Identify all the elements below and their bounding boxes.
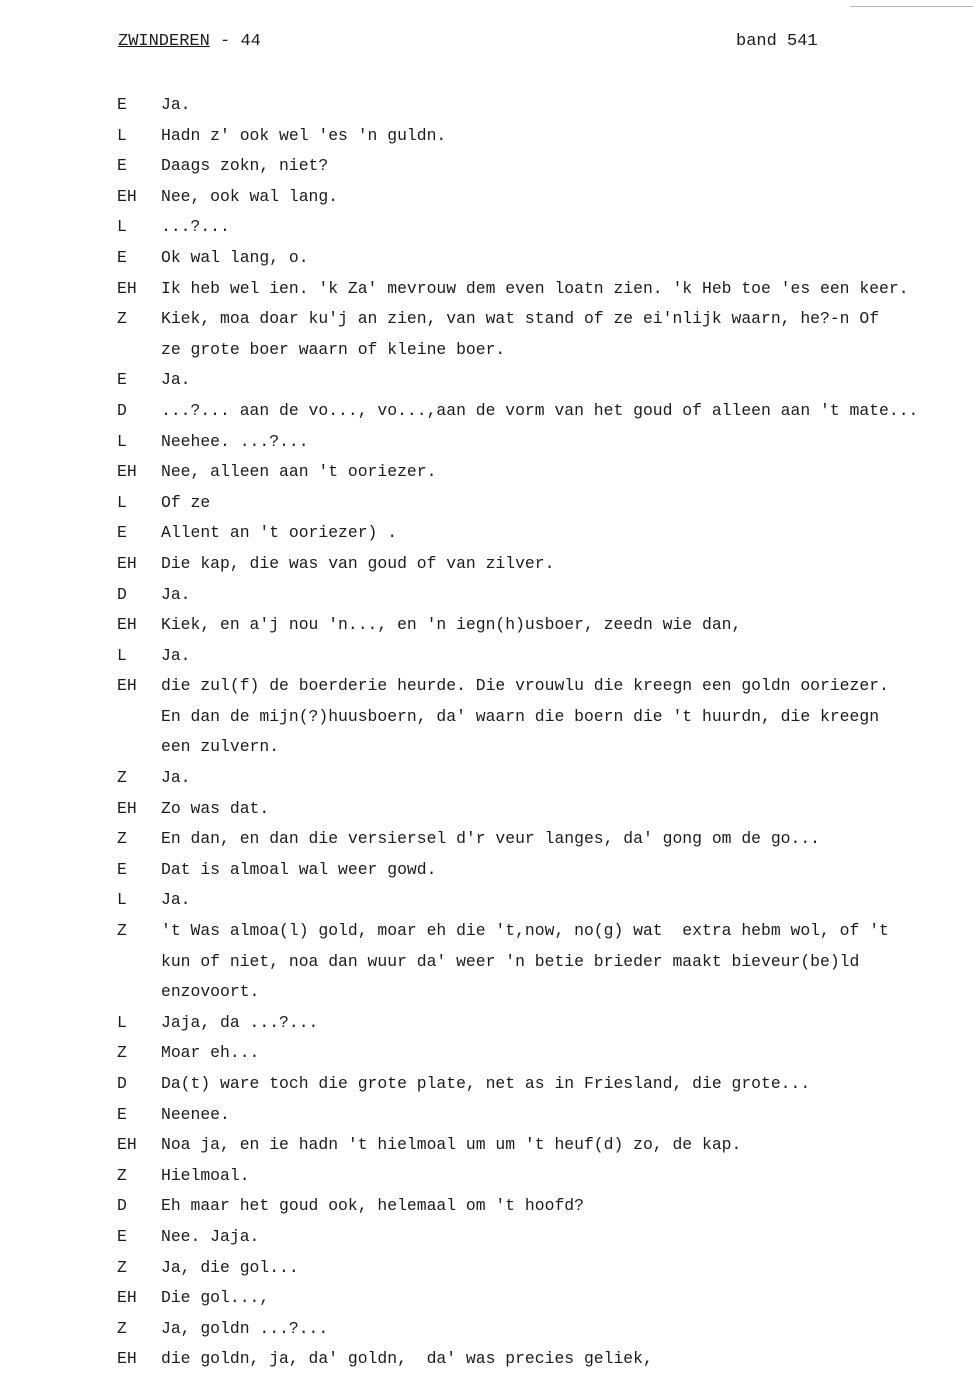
utterance-continuation-row	[0, 734, 973, 765]
utterance-text: Moar eh...	[161, 1043, 260, 1063]
speaker-label: E	[117, 247, 127, 267]
utterance-text: enzovoort.	[161, 982, 260, 1002]
speaker-label: E	[117, 1104, 127, 1124]
utterance-row	[0, 1255, 973, 1286]
utterance-row	[0, 1102, 973, 1133]
transcript	[0, 92, 973, 1377]
utterance-row	[0, 184, 973, 215]
speaker-label: EH	[117, 615, 137, 635]
utterance-text: Noa ja, en ie hadn 't hielmoal um um 't heuf(d) zo, de kap.	[161, 1135, 742, 1155]
utterance-text: ...?... aan de vo..., vo...,aan de vorm van het goud of alleen aan 't mate...	[161, 400, 919, 420]
utterance-row	[0, 367, 973, 398]
utterance-text: Ok wal lang, o.	[161, 247, 309, 267]
utterance-text: ze grote boer waarn of kleine boer.	[161, 339, 506, 359]
speaker-label: E	[117, 523, 127, 543]
utterance-text: Nee, alleen aan 't ooriezer.	[161, 462, 437, 482]
utterance-text: Daags zokn, niet?	[161, 156, 329, 176]
speaker-label: EH	[117, 1349, 137, 1369]
utterance-row	[0, 796, 973, 827]
utterance-row	[0, 857, 973, 888]
speaker-label: E	[117, 156, 127, 176]
utterance-text: Die gol...,	[161, 1288, 270, 1308]
utterance-text: Ja.	[161, 370, 191, 390]
utterance-text: Zo was dat.	[161, 798, 270, 818]
speaker-label: L	[117, 431, 127, 451]
utterance-text: die zul(f) de boerderie heurde. Die vrouwlu die kreegn een goldn ooriezer.	[161, 676, 889, 696]
utterance-row	[0, 92, 973, 123]
speaker-label: Z	[117, 1257, 127, 1277]
utterance-text: Ik heb wel ien. 'k Za' mevrouw dem even loatn zien. 'k Heb toe 'es een keer.	[161, 278, 909, 298]
speaker-label: D	[117, 1196, 127, 1216]
speaker-label: EH	[117, 462, 137, 482]
speaker-label: E	[117, 1226, 127, 1246]
speaker-label: D	[117, 1074, 127, 1093]
speaker-label: EH	[117, 186, 137, 206]
utterance-text: Ja.	[161, 584, 191, 604]
utterance-text: Da(t) ware toch die grote plate, net as in Friesland, die grote...	[161, 1074, 811, 1093]
speaker-label: L	[117, 1012, 127, 1032]
utterance-row	[0, 1316, 973, 1347]
speaker-label: L	[117, 125, 127, 145]
utterance-text: Nee, ook wal lang.	[161, 186, 339, 206]
utterance-row	[0, 153, 973, 184]
utterance-text: En dan de mijn(?)huusboern, da' waarn die boern die 't huurdn, die kreegn	[161, 706, 880, 726]
utterance-text: Ja, goldn ...?...	[161, 1318, 329, 1338]
utterance-row	[0, 582, 973, 613]
utterance-row	[0, 276, 973, 307]
utterance-row	[0, 1132, 973, 1163]
utterance-text: Hielmoal.	[161, 1165, 250, 1185]
speaker-label: D	[117, 400, 127, 420]
utterance-row	[0, 123, 973, 154]
speaker-label: L	[117, 492, 127, 512]
band-number: band 541	[736, 32, 818, 51]
utterance-row	[0, 306, 973, 337]
speaker-label: Z	[117, 1318, 127, 1338]
speaker-label: EH	[117, 1288, 137, 1308]
page-header	[118, 32, 858, 58]
speaker-label: EH	[117, 278, 137, 298]
utterance-row	[0, 1193, 973, 1224]
utterance-text: Eh maar het goud ook, helemaal om 't hoofd?	[161, 1196, 584, 1216]
header-left	[118, 32, 261, 51]
speaker-label: Z	[117, 1043, 127, 1063]
speaker-label: L	[117, 890, 127, 910]
utterance-row	[0, 1040, 973, 1071]
utterance-text: Kiek, moa doar ku'j an zien, van wat stand of ze ei'nlijk waarn, he?-n Of	[161, 309, 880, 329]
utterance-row	[0, 245, 973, 276]
speaker-label: Z	[117, 921, 127, 941]
speaker-label: EH	[117, 1135, 137, 1155]
utterance-text: Neehee. ...?...	[161, 431, 309, 451]
utterance-text: Jaja, da ...?...	[161, 1012, 319, 1032]
top-edge-rule	[850, 6, 973, 7]
utterance-row	[0, 520, 973, 551]
speaker-label: EH	[117, 676, 137, 696]
utterance-text: een zulvern.	[161, 737, 280, 757]
utterance-text: Hadn z' ook wel 'es 'n guldn.	[161, 125, 447, 145]
utterance-text: die goldn, ja, da' goldn, da' was precies geliek,	[161, 1349, 653, 1369]
utterance-continuation-row	[0, 979, 973, 1010]
utterance-row	[0, 459, 973, 490]
utterance-row	[0, 643, 973, 674]
utterance-text: Kiek, en a'j nou 'n..., en 'n iegn(h)usboer, zeedn wie dan,	[161, 615, 742, 635]
utterance-text: Ja.	[161, 645, 191, 665]
speaker-label: Z	[117, 768, 127, 788]
utterance-row	[0, 1071, 973, 1102]
utterance-text: En dan, en dan die versiersel d'r veur langes, da' gong om de go...	[161, 829, 821, 849]
speaker-label: Z	[117, 309, 127, 329]
speaker-label: D	[117, 584, 127, 604]
page-separator: -	[209, 32, 241, 51]
utterance-row	[0, 490, 973, 521]
utterance-row	[0, 765, 973, 796]
speaker-label: EH	[117, 798, 137, 818]
speaker-label: Z	[117, 829, 127, 849]
utterance-text: ...?...	[161, 217, 230, 237]
utterance-text: Ja, die gol...	[161, 1257, 299, 1277]
utterance-continuation-row	[0, 337, 973, 368]
utterance-row	[0, 673, 973, 704]
utterance-row	[0, 1346, 973, 1377]
utterance-text: 't Was almoa(l) gold, moar eh die 't,now, no(g) wat extra hebm wol, of 't	[161, 921, 889, 941]
utterance-text: Allent an 't ooriezer) .	[161, 523, 398, 543]
speaker-label: L	[117, 645, 127, 665]
utterance-text: Dat is almoal wal weer gowd.	[161, 859, 437, 879]
utterance-row	[0, 1010, 973, 1041]
utterance-row	[0, 1285, 973, 1316]
speaker-label: E	[117, 859, 127, 879]
utterance-text: kun of niet, noa dan wuur da' weer 'n betie brieder maakt bieveur(be)ld	[161, 951, 860, 971]
speaker-label: E	[117, 370, 127, 390]
utterance-row	[0, 429, 973, 460]
place-name: ZWINDEREN	[118, 32, 210, 51]
utterance-continuation-row	[0, 949, 973, 980]
utterance-text: Die kap, die was van goud of van zilver.	[161, 553, 555, 573]
utterance-row	[0, 214, 973, 245]
utterance-row	[0, 398, 973, 429]
utterance-text: Neenee.	[161, 1104, 230, 1124]
speaker-label: E	[117, 95, 127, 114]
utterance-row	[0, 1224, 973, 1255]
utterance-row	[0, 551, 973, 582]
utterance-text: Ja.	[161, 890, 191, 910]
utterance-text: Ja.	[161, 768, 191, 788]
utterance-row	[0, 1163, 973, 1194]
speaker-label: EH	[117, 553, 137, 573]
speaker-label: Z	[117, 1165, 127, 1185]
utterance-row	[0, 918, 973, 949]
utterance-text: Nee. Jaja.	[161, 1226, 260, 1246]
utterance-row	[0, 612, 973, 643]
utterance-text: Of ze	[161, 492, 211, 512]
utterance-row	[0, 826, 973, 857]
speaker-label: L	[117, 217, 127, 237]
utterance-row	[0, 887, 973, 918]
utterance-continuation-row	[0, 704, 973, 735]
page-number: 44	[240, 32, 261, 51]
utterance-text: Ja.	[161, 95, 191, 114]
